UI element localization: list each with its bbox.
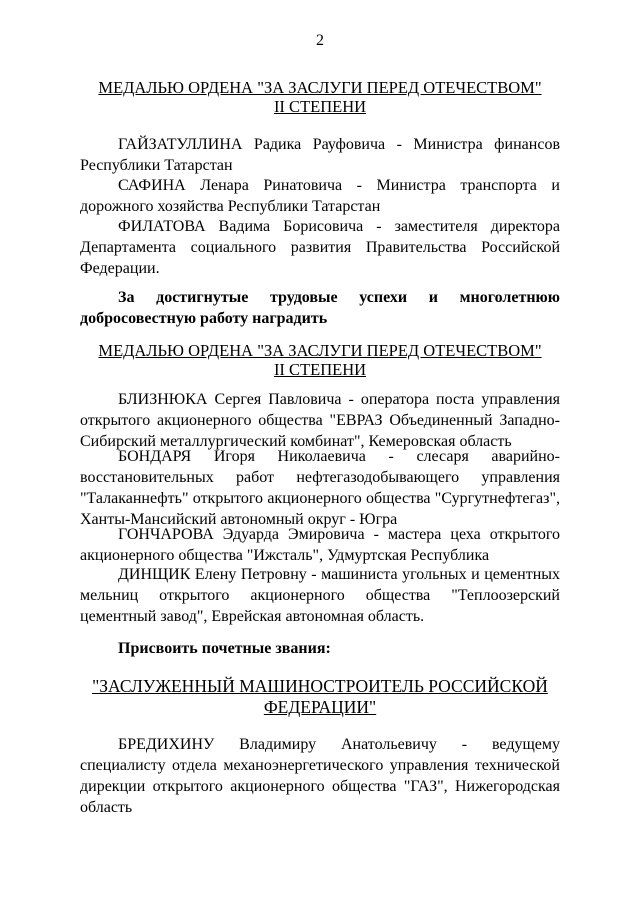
page-number: 2 [316,32,324,49]
section3-heading-line2: ФЕДЕРАЦИИ" [263,697,377,717]
section1-entry: САФИНА Ленара Ринатовича - Министра транспорта и дорожного хозяйства Республики Татарстан [80,177,560,215]
section2-entry: ГОНЧАРОВА Эдуарда Эмировича - мастера цеха открытого акционерного общества "Ижсталь", Удмуртская Республика [80,526,560,564]
section2-heading-line2: II СТЕПЕНИ [273,360,367,379]
section2-entry: ДИНЩИК Елену Петровну - машиниста угольных и цементных мельниц открытого акционерного общества "Теплоозерский цементный завод", Еврейская автономная область. [80,566,560,625]
section3-heading [80,676,560,718]
titles-intro: Присвоить почетные звания: [118,640,331,657]
section1-entry: ФИЛАТОВА Вадима Борисовича - заместителя директора Департамента социального развития Правительства Российской Федерации. [80,218,560,277]
section2-entry: БОНДАРЯ Игоря Николаевича - слесаря аварийно-восстановительных работ нефтегазодобывающего управления "Талаканнефть" открытого акционерного общества "Сургутнефтегаз", Ханты-Мансийский автономный округ - Югра [80,448,560,528]
section1-heading [80,78,560,116]
section2-entry: БЛИЗНЮКА Сергея Павловича - оператора поста управления открытого акционерного общества "ЕВРАЗ Объединенный Западно-Сибирский металлургический комбинат", Кемеровская область [80,391,560,450]
section3-entry: БРЕДИХИНУ Владимиру Анатольевичу - ведущему специалисту отдела механоэнергетического управления технической дирекции открытого акционерного общества "ГАЗ", Нижегородская область [80,736,560,816]
award-intro: За достигнутые трудовые успехи и многолетнюю добросовестную работу наградить [80,289,560,327]
section1-heading-line2: II СТЕПЕНИ [273,97,367,116]
section2-heading [80,341,560,379]
section3-heading-line1: "ЗАСЛУЖЕННЫЙ МАШИНОСТРОИТЕЛЬ РОССИЙСКОЙ [92,676,548,696]
section1-entry: ГАЙЗАТУЛЛИНА Радика Рауфовича - Министра финансов Республики Татарстан [80,136,560,174]
section2-heading-line1: МЕДАЛЬЮ ОРДЕНА "ЗА ЗАСЛУГИ ПЕРЕД ОТЕЧЕСТВОМ" [98,341,542,360]
section1-heading-line1: МЕДАЛЬЮ ОРДЕНА "ЗА ЗАСЛУГИ ПЕРЕД ОТЕЧЕСТВОМ" [98,78,542,97]
